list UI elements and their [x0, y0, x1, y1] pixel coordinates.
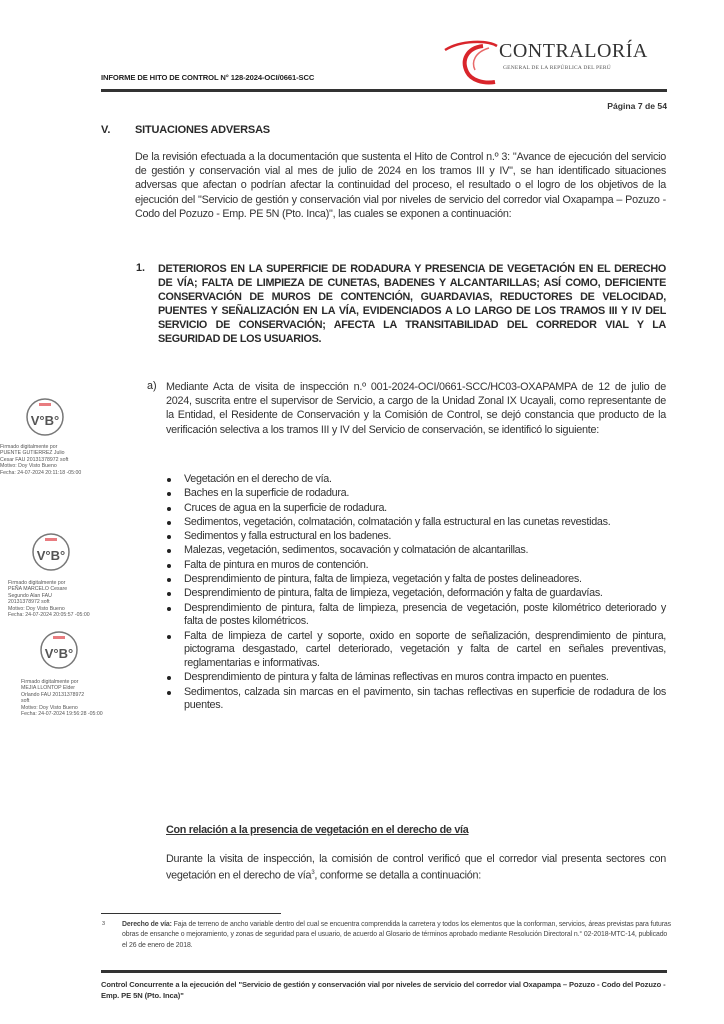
- list-item: Desprendimiento de pintura, falta de limpieza, vegetación y falta de postes delineadores.: [166, 573, 666, 587]
- bullet-icon: [167, 691, 171, 695]
- list-item: Cruces de agua en la superficie de rodadura.: [166, 502, 666, 516]
- signature-details: Firmado digitalmente por PEÑA MARCELO Cesare Segundo Alan FAU 20131378972 soft Motivo: Doy Visto Bueno Fecha: 24-07-2024 20:05:57 -05:00: [8, 580, 90, 619]
- list-item: Falta de pintura en muros de contención.: [166, 559, 666, 573]
- bullet-icon: [167, 492, 171, 496]
- list-item: Malezas, vegetación, sedimentos, socavación y colmatación de alcantarillas.: [166, 544, 666, 558]
- signature-block-3: [21, 630, 131, 718]
- header-rule: [101, 89, 667, 92]
- vb-stamp-icon: [25, 397, 65, 437]
- bullet-icon: [167, 535, 171, 539]
- signature-block-1: [0, 397, 110, 476]
- bullet-icon: [167, 592, 171, 596]
- bullet-icon: [167, 676, 171, 680]
- stamp-text: V°B°: [30, 413, 60, 428]
- stamp-text: V°B°: [44, 646, 74, 661]
- signature-block-2: [8, 532, 118, 619]
- findings-list: [166, 473, 666, 714]
- report-id: INFORME DE HITO DE CONTROL N° 128-2024-OCI/0661-SCC: [101, 73, 315, 82]
- logo-name: CONTRALORÍA: [499, 40, 648, 62]
- section-number: V.: [101, 124, 111, 136]
- footnote-ref[interactable]: 3: [311, 870, 315, 877]
- list-item: Sedimentos, calzada sin marcas en el pavimento, sin tachas reflectivas en superficie de rodadura de los puentes.: [166, 686, 666, 713]
- footer-rule: [101, 970, 667, 973]
- bullet-icon: [167, 521, 171, 525]
- footnote-text: Derecho de vía: Faja de terreno de ancho variable dentro del cual se encuentra comprendida la carretera y todos los elementos que la conforman, servicios, áreas previstas para futuras obras de ensanche o mejoramiento, y zonas de seguridad para el usuario, de acuerdo al Glosario de términos aprobado mediante Resolución Directoral n.° 02-2018-MTC-14, publicado el 26 de enero de 2018.: [122, 921, 671, 949]
- footnote-rule: [101, 913, 281, 914]
- vegetation-paragraph: Durante la visita de inspección, la comisión de control verificó que el corredor vial presenta sectores con vegetación en el derecho de vía$^3$, conforme se detalla a continuación:: [166, 853, 666, 882]
- list-item: Falta de limpieza de cartel y soporte, oxido en soporte de señalización, desprendimiento de pintura, pictograma desgastado, cartel deteriorado, vegetación y falta de cartel en señales preventivas, reglamentarias e informativas.: [166, 630, 666, 671]
- finding-number: 1.: [136, 262, 146, 274]
- vb-stamp-icon: [39, 630, 79, 670]
- bullet-icon: [167, 478, 171, 482]
- list-item: Sedimentos, vegetación, colmatación, colmatación y falla estructural en las cunetas revestidas.: [166, 516, 666, 530]
- signature-details: Firmado digitalmente por PUENTE GUTIERREZ Julio Cesar FAU 20131378972 soft Motivo: Doy Visto Bueno Fecha: 24-07-2024 20:11:18 -05:00: [0, 444, 82, 476]
- page-number: Página 7 de 54: [607, 101, 667, 111]
- footer-text: Control Concurrente a la ejecución del "Servicio de gestión y conservación vial por niveles de servicio del corredor vial Oxapampa – Pozuzo - Codo del Pozuzo - Emp. PE 5N (Pto. Inca)": [101, 980, 666, 1000]
- bullet-icon: [167, 507, 171, 511]
- signature-details: Firmado digitalmente por MEJIA LLONTOP Elder Orlando FAU 20131378972 soft Motivo: Doy Visto Bueno Fecha: 24-07-2024 19:56:28 -05:00: [21, 679, 103, 718]
- bullet-icon: [167, 635, 171, 639]
- list-item: Desprendimiento de pintura y falta de láminas reflectivas en muros contra impacto en puentes.: [166, 671, 666, 685]
- item-a-text: Mediante Acta de visita de inspección n.º 001-2024-OCI/0661-SCC/HC03-OXAPAMPA de 12 de julio de 2024, suscrita entre el supervisor de Servicio, a cargo de la Unidad Zonal IX Ucayali, como representante de la Entidad, el Residente de Conservación y la Comisión de Control, se dejó constancia que producto de la verificación selectiva a los tramos III y IV del Servicio de conservación, se identificó lo siguiente:: [166, 381, 666, 436]
- list-item: Sedimentos y falla estructural en los badenes.: [166, 530, 666, 544]
- list-item: Vegetación en el derecho de vía.: [166, 473, 666, 487]
- contraloria-logo: [437, 38, 667, 86]
- bullet-icon: [167, 564, 171, 568]
- subheading-vegetation: Con relación a la presencia de vegetación en el derecho de vía: [166, 824, 469, 836]
- section-title: SITUACIONES ADVERSAS: [135, 124, 270, 136]
- logo-subtitle: GENERAL DE LA REPÚBLICA DEL PERÚ: [503, 65, 611, 71]
- section-intro: De la revisión efectuada a la documentación que sustenta el Hito de Control n.º 3: "Avance de ejecución del servicio de gestión y conservación vial al mes de julio de 2024 en los tramos III y IV", se han identificado situaciones adversas que afectan o podrían afectar la continuidad del proceso, el resultado o el logro de los objetivos de la ejecución del "Servicio de gestión y conservación vial por niveles de servicio del corredor vial Oxapampa – Pozuzo - Codo del Pozuzo - Emp. PE 5N (Pto. Inca)", las cuales se exponen a continuación:: [135, 151, 666, 220]
- bullet-icon: [167, 578, 171, 582]
- vb-stamp-icon: [31, 532, 71, 572]
- contraloria-swoosh-icon: [437, 38, 499, 86]
- finding-title: DETERIOROS EN LA SUPERFICIE DE RODADURA Y PRESENCIA DE VEGETACIÓN EN EL DERECHO DE VÍA; FALTA DE LIMPIEZA DE CUNETAS, BADENES Y ALCANTARILLAS; ASÍ COMO, DEFICIENTE CONSERVACIÓN DE MUROS DE CONTENCIÓN, GUARDAVIAS, REDUCTORES DE VELOCIDAD, PUENTES Y SEÑALIZACIÓN EN LA VÍA, EVIDENCIADOS A LO LARGO DE LOS TRAMOS III Y IV DEL SERVICIO DE CONSERVACIÓN; AFECTA LA TRANSITABILIDAD DEL CORREDOR VIAL Y LA SEGURIDAD DE LOS USUARIOS.: [158, 263, 666, 346]
- list-item: Desprendimiento de pintura, falta de limpieza, vegetación, deformación y falta de guardavías.: [166, 587, 666, 601]
- bullet-icon: [167, 549, 171, 553]
- stamp-text: V°B°: [36, 548, 66, 563]
- list-item: Baches en la superficie de rodadura.: [166, 487, 666, 501]
- item-a-label: a): [147, 380, 157, 392]
- footnote-number: 3: [102, 921, 106, 927]
- bullet-icon: [167, 607, 171, 611]
- list-item: Desprendimiento de pintura, falta de limpieza, presencia de vegetación, poste kilométrico deteriorado y falta de postes kilométricos.: [166, 602, 666, 629]
